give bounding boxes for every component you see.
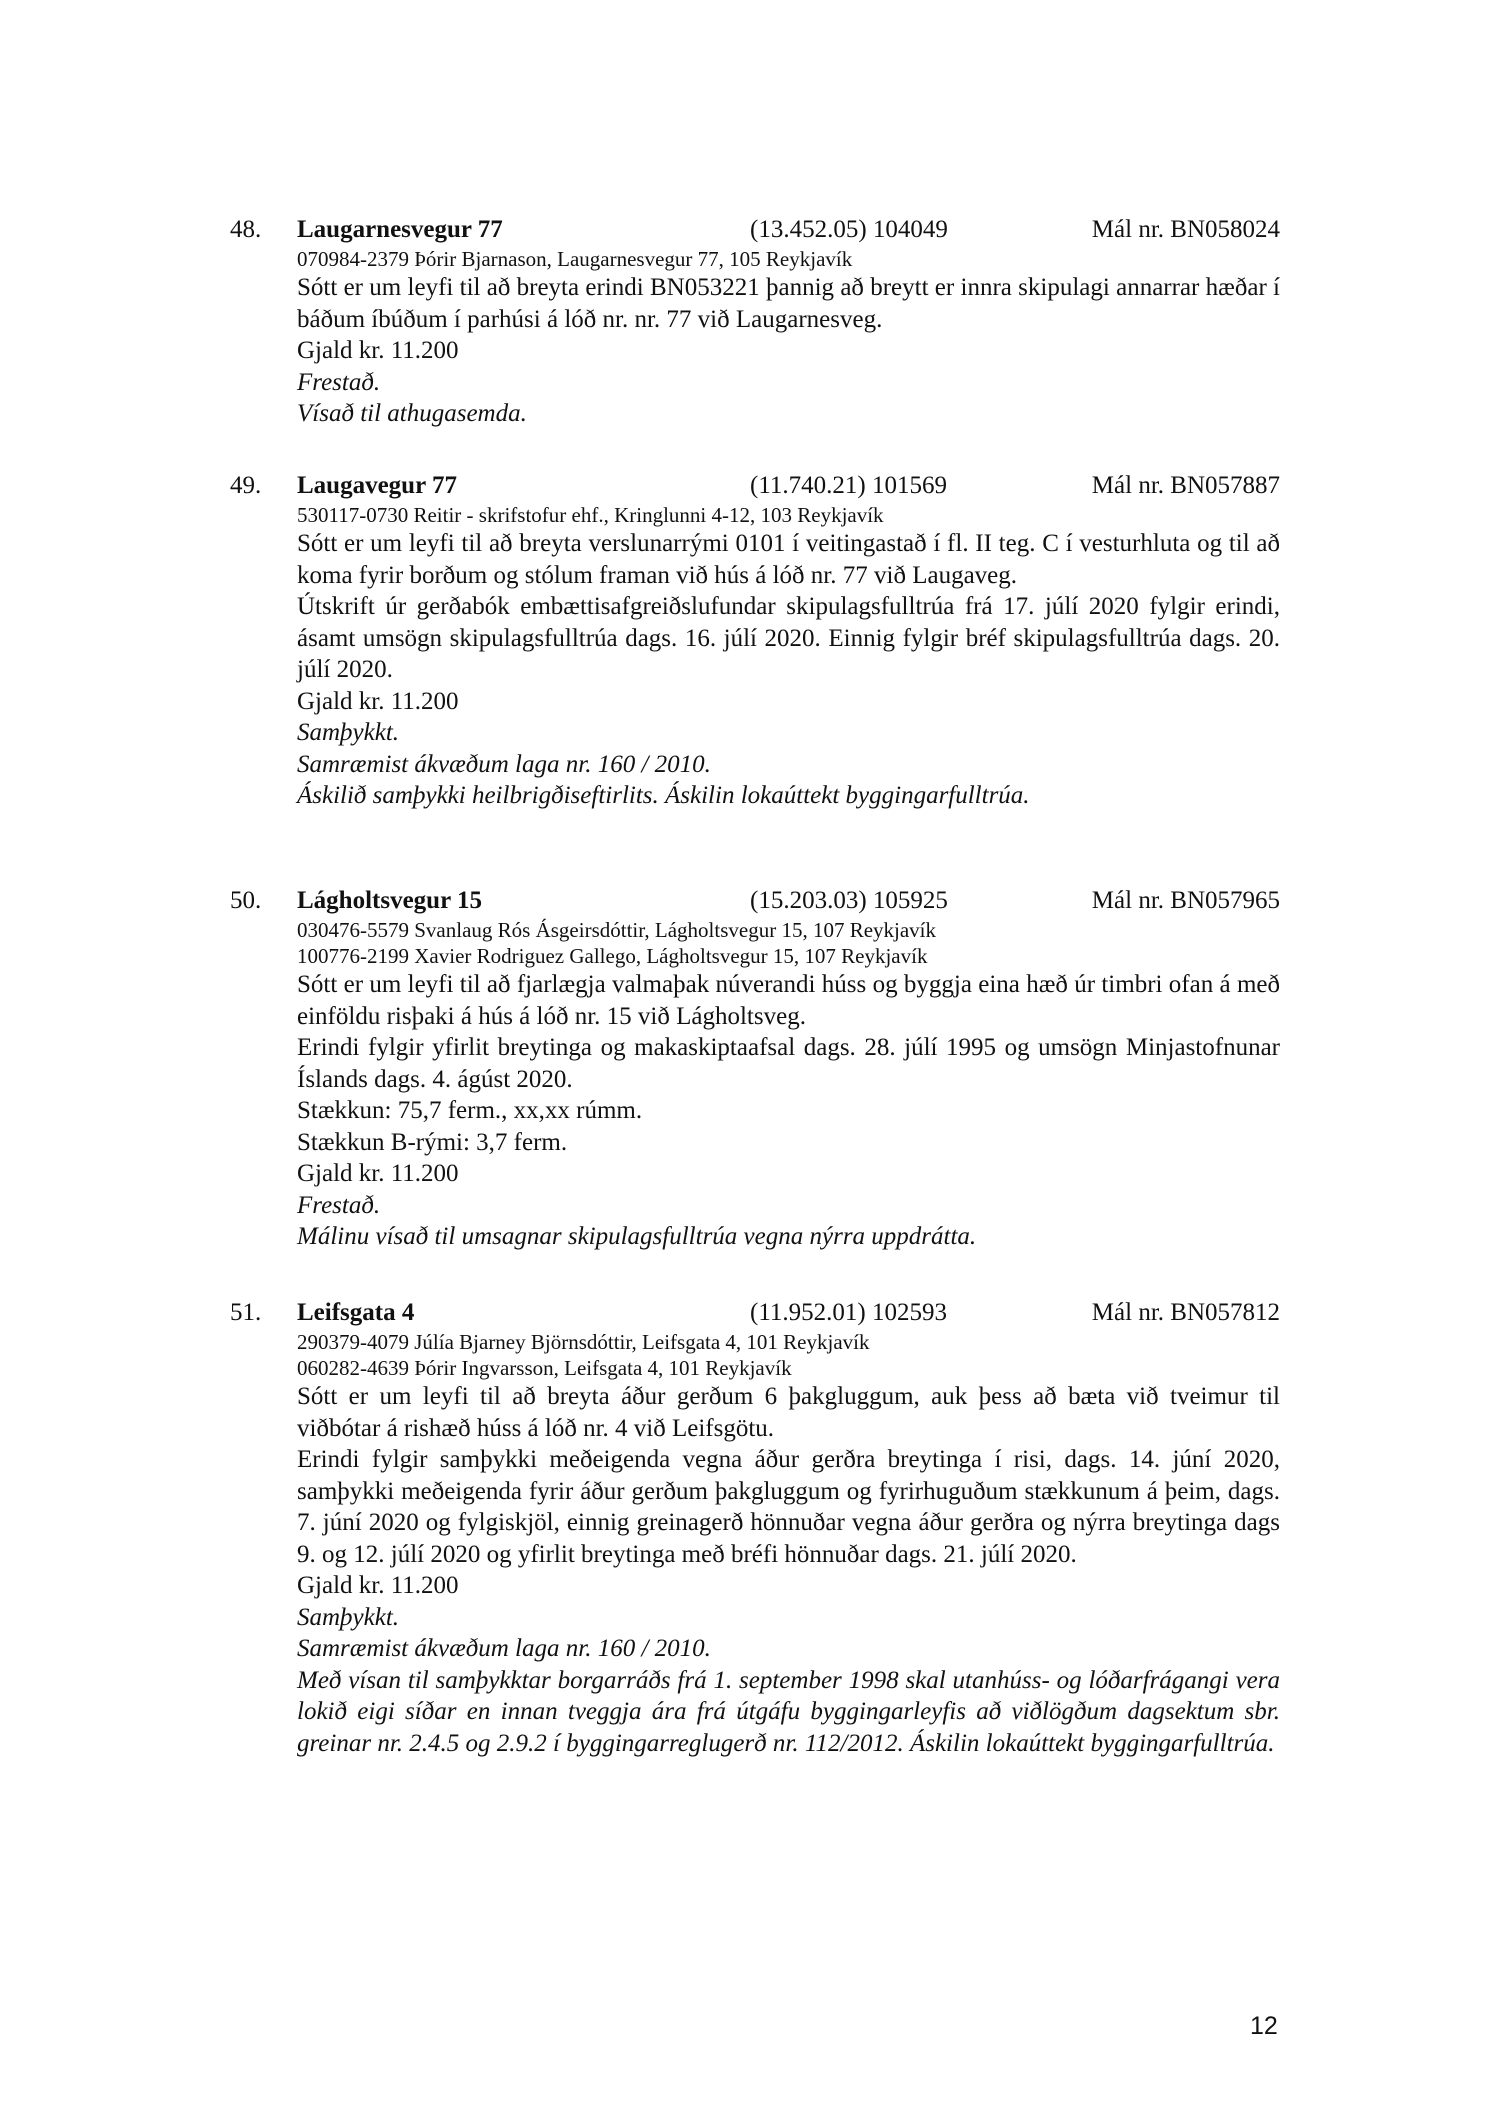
case-description: Sótt er um leyfi til að breyta áður gerðum 6 þakgluggum, auk þess að bæta við tveimur til viðbótar á rishæð húss á lóð nr. 4 við Leifsgötu. xyxy=(297,1383,1280,1442)
case-number: 51. xyxy=(230,1299,262,1326)
note: Samræmist ákvæðum laga nr. 160 / 2010. xyxy=(297,1635,711,1662)
fee: Gjald kr. 11.200 xyxy=(297,1160,459,1187)
applicant: 070984-2379 Þórir Bjarnason, Laugarnesvegur 77, 105 Reykjavík xyxy=(297,247,853,271)
case-id: Mál nr. BN057965 xyxy=(1091,887,1280,914)
land-number: (11.952.01) 102593 xyxy=(750,1299,947,1326)
case-description: Sótt er um leyfi til að fjarlægja valmaþak núverandi húss og byggja eina hæð úr timbri ofan á með einföldu risþaki á hús á lóð nr. 15 við Lágholtsveg. xyxy=(297,971,1280,1030)
note: Samræmist ákvæðum laga nr. 160 / 2010. xyxy=(297,750,711,778)
case-50 xyxy=(230,884,1280,1253)
note: Málinu vísað til umsagnar skipulagsfulltrúa vegna nýrra uppdrátta. xyxy=(297,1223,977,1250)
applicant: 060282-4639 Þórir Ingvarsson, Leifsgata 4, 101 Reykjavík xyxy=(297,1356,792,1380)
fee: Gjald kr. 11.200 xyxy=(297,1572,459,1599)
case-49 xyxy=(230,469,1280,812)
case-header xyxy=(230,213,1280,246)
note: Vísað til athugasemda. xyxy=(297,400,527,427)
case-attachments: Erindi fylgir samþykki meðeigenda vegna áður gerðra breytinga í risi, dags. 14. júní 2020, samþykki meðeigenda fyrir áður gerðum þakgluggum og fyrirhuguðum stækkunum á þeim, dags. 7. júní 2020 og fylgiskjöl, einnig greinagerð hönnuðar vegna áður gerðra og nýrra breytinga dags 9. og 12. júlí 2020 og yfirlit breytinga með bréfi hönnuðar dags. 21. júlí 2020. xyxy=(297,1446,1280,1568)
case-address: Leifsgata 4 xyxy=(297,1299,415,1326)
fee: Gjald kr. 11.200 xyxy=(297,337,459,364)
area-increase-b: Stækkun B-rými: 3,7 ferm. xyxy=(297,1128,568,1156)
case-number: 50. xyxy=(230,887,262,914)
decision: Samþykkt. xyxy=(297,1603,400,1631)
land-number: (13.452.05) 104049 xyxy=(750,216,948,243)
case-number: 49. xyxy=(230,472,262,499)
case-number: 48. xyxy=(230,216,262,243)
case-51 xyxy=(230,1296,1280,1759)
case-address: Lágholtsvegur 15 xyxy=(297,887,482,914)
applicant: 290379-4079 Júlía Bjarney Björnsdóttir, Leifsgata 4, 101 Reykjavík xyxy=(297,1330,870,1354)
note: Með vísan til samþykktar borgarráðs frá 1. september 1998 skal utanhúss- og lóðarfrágangi vera lokið eigi síðar en innan tveggja ára frá útgáfu byggingarleyfis að viðlögðum dagsektum sbr. greinar nr. 2.4.5 og 2.9.2 í byggingarreglugerð nr. 112/2012. Áskilin lokaúttekt byggingarfulltrúa. xyxy=(297,1666,1280,1757)
case-id: Mál nr. BN057812 xyxy=(1091,1299,1280,1326)
applicant: 530117-0730 Reitir - skrifstofur ehf., Kringlunni 4-12, 103 Reykjavík xyxy=(297,503,884,527)
case-id: Mál nr. BN058024 xyxy=(1091,216,1280,243)
decision: Samþykkt. xyxy=(297,719,400,746)
case-id: Mál nr. BN057887 xyxy=(1091,472,1280,499)
decision: Frestað. xyxy=(297,368,381,396)
decision: Frestað. xyxy=(297,1191,381,1219)
case-header xyxy=(230,884,1280,917)
applicant: 030476-5579 Svanlaug Rós Ásgeirsdóttir, Lágholtsvegur 15, 107 Reykjavík xyxy=(297,918,937,942)
case-address: Laugarnesvegur 77 xyxy=(297,216,503,243)
applicant: 100776-2199 Xavier Rodriguez Gallego, Lágholtsvegur 15, 107 Reykjavík xyxy=(297,944,928,968)
land-number: (15.203.03) 105925 xyxy=(750,887,948,914)
case-description: Sótt er um leyfi til að breyta erindi BN053221 þannig að breytt er innra skipulagi annarrar hæðar í báðum íbúðum í parhúsi á lóð nr. nr. 77 við Laugarnesveg. xyxy=(297,274,1280,333)
case-attachments: Erindi fylgir yfirlit breytinga og makaskiptaafsal dags. 28. júlí 1995 og umsögn Minjastofnunar Íslands dags. 4. ágúst 2020. xyxy=(297,1034,1280,1093)
case-attachments: Útskrift úr gerðabók embættisafgreiðslufundar skipulagsfulltrúa frá 17. júlí 2020 fylgir erindi, ásamt umsögn skipulagsfulltrúa dags. 16. júlí 2020. Einnig fylgir bréf skipulagsfulltrúa dags. 20. júlí 2020. xyxy=(297,593,1280,683)
case-address: Laugavegur 77 xyxy=(297,472,457,499)
case-description: Sótt er um leyfi til að breyta verslunarrými 0101 í veitingastað í fl. II teg. C í vesturhluta og til að koma fyrir borðum og stólum framan við hús á lóð nr. 77 við Laugaveg. xyxy=(297,530,1280,589)
area-increase: Stækkun: 75,7 ferm., xx,xx rúmm. xyxy=(297,1097,643,1124)
fee: Gjald kr. 11.200 xyxy=(297,687,459,715)
note: Áskilið samþykki heilbrigðiseftirlits. Áskilin lokaúttekt byggingarfulltrúa. xyxy=(297,782,1030,809)
case-header xyxy=(230,1296,1280,1329)
case-header xyxy=(230,469,1280,502)
page-number: 12 xyxy=(1250,2012,1278,2040)
case-48 xyxy=(230,213,1280,430)
land-number: (11.740.21) 101569 xyxy=(750,472,947,499)
